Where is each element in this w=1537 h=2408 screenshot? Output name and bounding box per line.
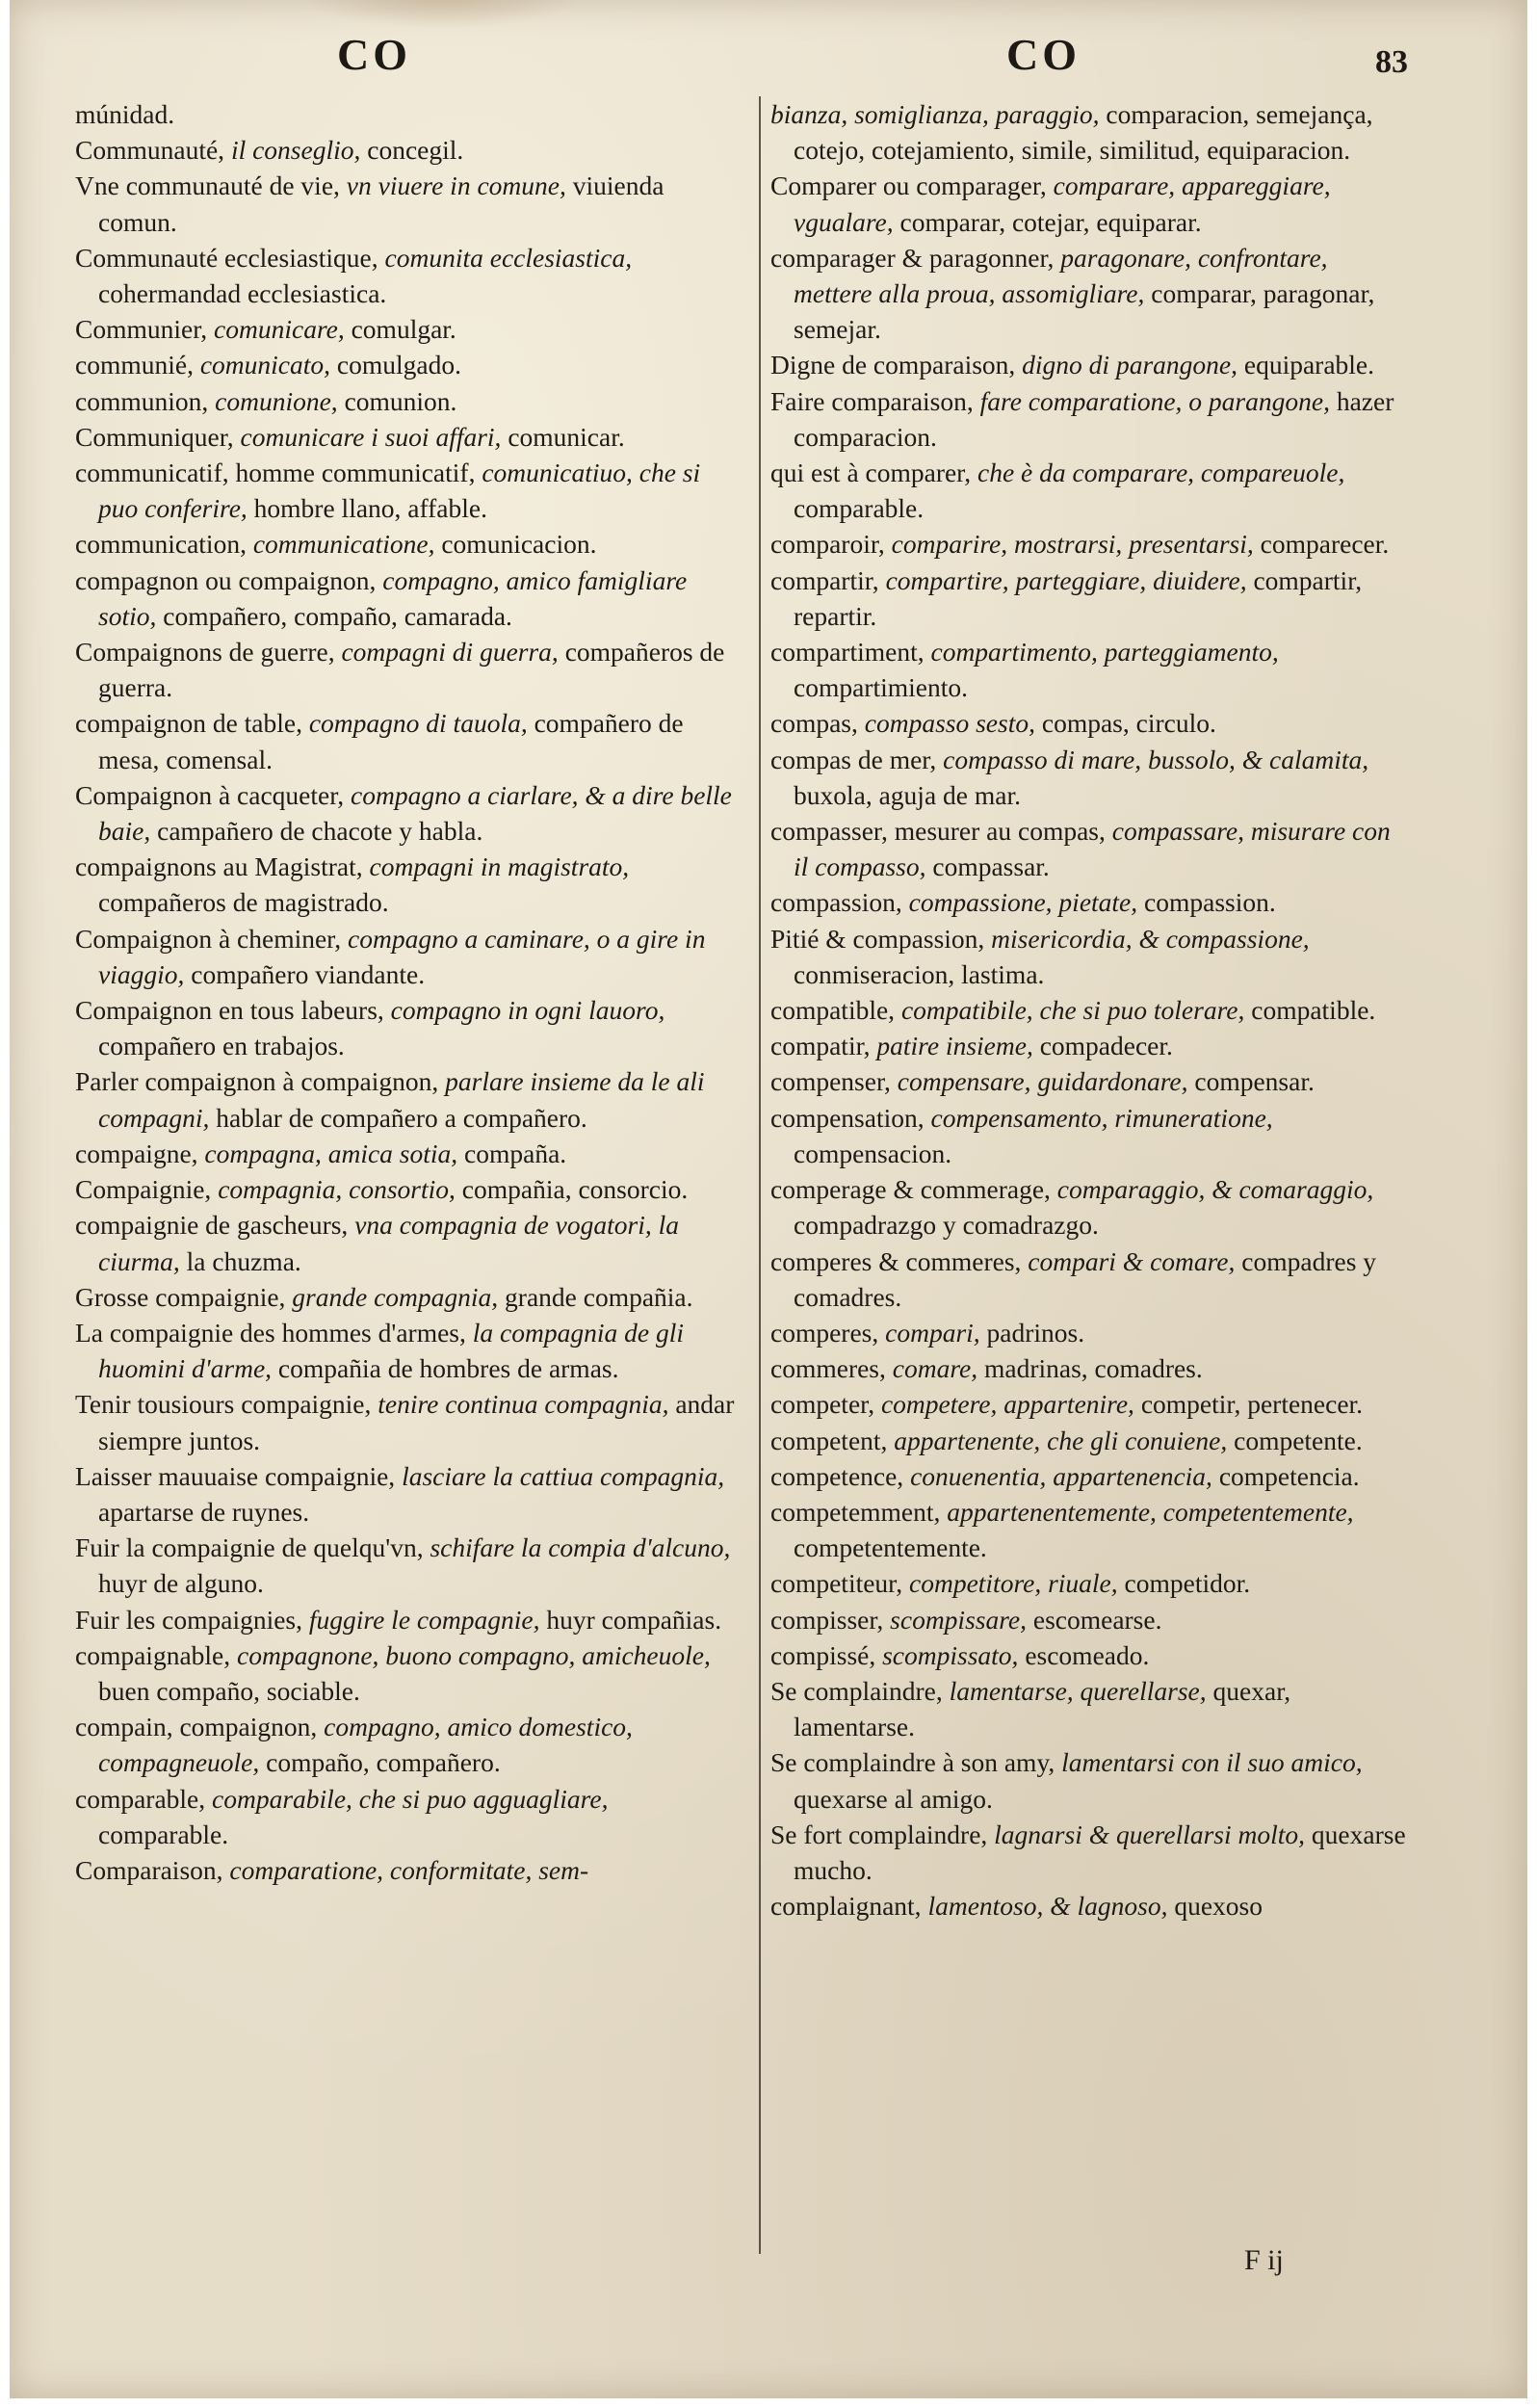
spanish-term: comparable. [794,493,925,524]
italian-term: compassione, pietate, [908,887,1138,918]
italian-term: bianza, somiglianza, paraggio, [770,99,1100,129]
dictionary-entry [75,1852,740,1888]
italian-term: lamentoso, & lagnoso, [927,1891,1168,1922]
french-term: Communauté ecclesiastique, [75,242,378,273]
spanish-term: comulgado. [336,350,461,380]
french-term: compas de mer, [770,744,937,774]
french-term: competer, [770,1389,875,1420]
spanish-term: compartir, repartir. [794,564,1363,631]
dictionary-entry [770,1458,1406,1494]
book-page [10,0,1527,2398]
dictionary-entry [75,96,740,132]
french-term: competent, [770,1425,888,1455]
french-term: Communauté, [75,135,225,166]
dictionary-entry [770,742,1406,813]
dictionary-entry [770,1315,1406,1350]
spanish-term: compensacion. [794,1138,952,1168]
italian-term: conuenentia, appartenencia, [910,1460,1212,1491]
italian-term: comparire, mostrarsi, presentarsi, [891,529,1254,560]
italian-term: compagno in ogni lauoro, [390,995,665,1026]
spanish-term: grande compañia. [505,1281,693,1312]
spanish-term: compañero de mesa, comensal. [98,708,684,774]
spanish-term: padrinos. [986,1317,1085,1348]
french-term: La compaignie des hommes d'armes, [75,1317,466,1348]
italian-term: comparatione, conformitate, sem- [229,1854,589,1885]
spanish-term: equiparable. [1243,350,1375,380]
dictionary-entry [770,1386,1406,1422]
spanish-term: compañero en trabajos. [98,1031,345,1061]
dictionary-entry [75,383,740,419]
italian-term: la compagnia de gli huomini d'arme, [98,1317,684,1384]
french-term: compissé, [770,1639,876,1670]
dictionary-entry [75,1602,740,1637]
french-term: Se fort complaindre, [770,1819,988,1849]
italian-term: compassare, misurare con il compasso, [794,816,1391,882]
french-term: Se complaindre, [770,1675,943,1706]
dictionary-entry [75,240,740,311]
spanish-term: comparecer. [1260,529,1390,560]
french-term: Laisser mauuaise compaignie, [75,1460,396,1491]
italian-term: lamentarse, querellarse, [949,1675,1207,1706]
french-term: communicatif, homme communicatif, [75,458,476,488]
dictionary-entry [770,705,1406,741]
italian-term: comparaggio, & comaraggio, [1056,1174,1374,1205]
spanish-term: huyr de alguno. [98,1568,264,1599]
french-term: compaignie de gascheurs, [75,1210,349,1241]
spanish-term: quexarse mucho. [794,1819,1406,1885]
italian-term: fare comparatione, o parangone, [979,385,1330,416]
italian-term: parlare insieme da le ali compagni, [98,1066,705,1133]
french-term: Compaignons de guerre, [75,637,335,667]
dictionary-entry [75,1315,740,1386]
french-term: compatible, [770,995,896,1026]
french-term: Fuir la compaignie de quelqu'vn, [75,1532,424,1563]
dictionary-entry [770,563,1406,634]
spanish-term: compañeros de guerra. [98,637,725,703]
italian-term: compartimento, parteggiamento, [930,637,1279,667]
italian-term: comunicare, [214,314,345,345]
spanish-term: quexoso [1174,1891,1263,1922]
french-term: Communier, [75,314,208,345]
dictionary-entry [770,168,1406,239]
dictionary-entry [770,813,1406,884]
italian-term: compensare, guidardonare, [897,1066,1188,1097]
french-term: communié, [75,350,194,380]
dictionary-entry [75,777,740,849]
italian-term: appartenentemente, competentemente, [947,1496,1354,1527]
italian-term: compagno, amico famigliare sotio, [98,564,688,631]
spanish-term: comunicar. [508,421,625,452]
italian-term: compari & comare, [1028,1245,1236,1276]
dictionary-entry [75,311,740,347]
dictionary-entry [75,132,740,168]
dictionary-entry [770,383,1406,455]
dictionary-entry [75,1063,740,1135]
dictionary-entry [770,634,1406,705]
french-term: Comparaison, [75,1854,223,1885]
right-column [770,96,1406,1924]
column-divider [759,96,761,2254]
italian-term: paragonare, confrontare, mettere alla proua, assomigliare, [794,242,1328,309]
french-term: communion, [75,385,209,416]
dictionary-entry [75,168,740,239]
italian-term: compagno a ciarlare, & a dire belle baie, [98,779,732,847]
dictionary-entry [75,526,740,562]
running-head-right: CO [1006,30,1081,79]
spanish-term: hablar de compañero a compañero. [216,1102,587,1133]
dictionary-entry [770,992,1406,1028]
french-term: compagnon ou compaignon, [75,564,377,595]
dictionary-entry [770,1888,1406,1924]
dictionary-entry [770,1637,1406,1673]
spanish-term: competentemente. [794,1532,987,1563]
signature-mark: F ij [1244,2244,1284,2276]
spanish-term: cohermandad ecclesiastica. [98,278,387,309]
italian-term: compagno di tauola, [308,708,528,739]
italian-term: comunicato, [199,350,331,380]
dictionary-entry [770,347,1406,382]
spanish-term: comunion. [344,385,457,416]
spanish-term: comparacion, semejança, cotejo, cotejamiento, simile, similitud, equiparacion. [794,99,1373,166]
dictionary-entry [75,1171,740,1207]
french-term: comperes & commeres, [770,1245,1022,1276]
french-term: compaignon de table, [75,708,302,739]
spanish-term: buxola, aguja de mar. [794,779,1021,810]
italian-term: tenire continua compagnia, [378,1389,669,1420]
dictionary-entry [770,1817,1406,1888]
italian-term: patire insieme, [876,1031,1033,1061]
french-term: comparoir, [770,529,885,560]
italian-term: scompissare, [890,1604,1027,1635]
spanish-term: campañero de chacote y habla. [157,816,483,847]
dictionary-entry [75,1458,740,1530]
dictionary-entry [770,526,1406,562]
italian-term: comparare, appareggiare, vgualare, [794,170,1331,237]
spanish-term: quexar, lamentarse. [794,1675,1291,1742]
dictionary-entry [75,634,740,705]
spanish-term: comunicacion. [441,529,597,560]
spanish-term: la chuzma. [186,1245,301,1276]
dictionary-entry [75,1637,740,1709]
dictionary-entry [75,1386,740,1457]
french-term: Se complaindre à son amy, [770,1747,1055,1778]
dictionary-entry [75,849,740,920]
spanish-term: huyr compañias. [546,1604,722,1635]
spanish-term: escomearse. [1032,1604,1162,1635]
spanish-term: buen compaño, sociable. [98,1675,360,1706]
spanish-term: compadrazgo y comadrazgo. [794,1210,1099,1241]
italian-term: compatibile, che si puo tolerare, [900,995,1245,1026]
italian-term: compasso di mare, bussolo, & calamita, [943,744,1369,774]
italian-term: comparabile, che si puo agguagliare, [212,1783,609,1814]
french-term: compas, [770,708,858,739]
spanish-term: compassion. [1144,887,1276,918]
italian-term: lamentarsi con il suo amico, [1061,1747,1363,1778]
dictionary-entry [770,1673,1406,1744]
spanish-term: compas, circulo. [1041,708,1216,739]
dictionary-entry [770,1100,1406,1171]
spanish-term: compaño, compañero. [266,1747,501,1778]
dictionary-entry [75,1530,740,1601]
french-term: Tenir tousiours compaignie, [75,1389,372,1420]
italian-term: competitore, riuale, [909,1568,1118,1599]
italian-term: competere, appartenire, [880,1389,1134,1420]
french-term: múnidad. [75,99,175,129]
french-term: compasser, mesurer au compas, [770,816,1106,847]
french-term: compaigne, [75,1138,198,1168]
french-term: compartiment, [770,637,925,667]
dictionary-entry [770,1243,1406,1315]
spanish-term: comparar, paragonar, semejar. [794,278,1375,345]
french-term: Grosse compaignie, [75,1281,286,1312]
italian-term: scompissato, [882,1639,1019,1670]
spanish-term: viuienda comun. [98,170,664,237]
spanish-term: competir, pertenecer. [1140,1389,1364,1420]
spanish-term: compatible. [1251,995,1376,1026]
spanish-term: compañeros de magistrado. [98,887,389,918]
french-term: Comparer ou comparager, [770,170,1047,201]
italian-term: compagno, amico domestico, compagneuole, [98,1712,633,1778]
french-term: Parler compaignon à compaignon, [75,1066,439,1097]
italian-term: compari, [885,1317,980,1348]
dictionary-entry [770,96,1406,168]
spanish-term: andar siempre juntos. [98,1389,735,1455]
italian-term: compartire, parteggiare, diuidere, [885,564,1247,595]
french-term: compensation, [770,1102,925,1133]
dictionary-entry [75,1207,740,1278]
french-term: commeres, [770,1353,886,1384]
spanish-term: hazer comparacion. [794,385,1394,452]
italian-term: comunita ecclesiastica, [384,242,633,273]
italian-term: appartenente, che gli conuiene, [894,1425,1228,1455]
spanish-term: compañia, consorcio. [461,1174,689,1205]
spanish-term: compaña. [464,1138,567,1168]
dictionary-entry [770,1350,1406,1386]
dictionary-entry [770,1063,1406,1099]
italian-term: fuggire le compagnie, [308,1604,540,1635]
dictionary-entry [75,347,740,382]
french-term: competence, [770,1460,904,1491]
french-term: Digne de comparaison, [770,350,1016,380]
spanish-term: hombre llano, affable. [253,493,487,524]
french-term: Compaignon à cheminer, [75,923,342,954]
paper-stain [299,0,587,29]
french-term: compaignons au Magistrat, [75,851,363,882]
italian-term: compagnia, consortio, [218,1174,456,1205]
spanish-term: compadres y comadres. [794,1245,1377,1312]
dictionary-entry [770,1028,1406,1063]
spanish-term: comparar, cotejar, equiparar. [899,206,1202,237]
italian-term: lagnarsi & querellarsi molto, [994,1819,1306,1849]
french-term: compartir, [770,564,879,595]
dictionary-entry [770,921,1406,992]
italian-term: comunicatiuo, che si puo conferire, [98,458,701,524]
dictionary-entry [770,1565,1406,1601]
french-term: compisser, [770,1604,884,1635]
french-term: Compaignon en tous labeurs, [75,995,384,1026]
italian-term: vn viuere in comune, [346,170,566,201]
spanish-term: compañero viandante. [191,958,426,989]
dictionary-entry [75,1279,740,1315]
spanish-term: comparable. [98,1819,229,1849]
dictionary-entry [75,455,740,526]
dictionary-entry [770,455,1406,526]
french-term: competiteur, [770,1568,903,1599]
italian-term: communicatione, [252,529,435,560]
italian-term: il conseglio, [230,135,361,166]
french-term: comperes, [770,1317,879,1348]
italian-term: compagnone, buono compagno, amicheuole, [237,1639,711,1670]
spanish-term: conmiseracion, lastima. [794,958,1045,989]
french-term: Compaignon à cacqueter, [75,779,345,810]
italian-term: compagna, amica sotia, [204,1138,458,1168]
french-term: compain, compaignon, [75,1712,318,1742]
french-term: compaignable, [75,1639,231,1670]
spanish-term: compañia de hombres de armas. [277,1353,619,1384]
spanish-term: competencia. [1218,1460,1360,1491]
dictionary-entry [770,884,1406,920]
italian-term: digno di parangone, [1022,350,1237,380]
french-term: complaignant, [770,1891,922,1922]
spanish-term: apartarse de ruynes. [98,1496,310,1527]
spanish-term: compartimiento. [794,672,968,703]
dictionary-entry [75,1136,740,1171]
french-term: Compaignie, [75,1174,212,1205]
spanish-term: comulgar. [351,314,456,345]
italian-term: comunione, [215,385,338,416]
italian-term: compagni di guerra, [341,637,559,667]
spanish-term: concegil. [367,135,464,166]
dictionary-entry [770,240,1406,348]
dictionary-entry [75,1709,740,1780]
italian-term: che è da comparare, compareuole, [977,458,1345,488]
french-term: comparager & paragonner, [770,242,1055,273]
spanish-term: compensar. [1194,1066,1315,1097]
french-term: compassion, [770,887,902,918]
french-term: qui est à comparer, [770,458,972,488]
spanish-term: madrinas, comadres. [983,1353,1203,1384]
french-term: compatir, [770,1031,871,1061]
dictionary-entry [75,419,740,455]
italian-term: comare, [892,1353,978,1384]
dictionary-entry [75,563,740,634]
spanish-term: escomeado. [1025,1639,1150,1670]
spanish-term: quexarse al amigo. [794,1783,993,1814]
french-term: Fuir les compaignies, [75,1604,303,1635]
french-term: comparable, [75,1783,206,1814]
dictionary-entry [770,1602,1406,1637]
dictionary-entry [75,921,740,992]
dictionary-entry [75,1781,740,1852]
spanish-term: competente. [1234,1425,1363,1455]
french-term: Pitié & compassion, [770,923,985,954]
left-column [75,96,740,1888]
italian-term: compensamento, rimuneratione, [930,1102,1273,1133]
french-term: Vne communauté de vie, [75,170,340,201]
spanish-term: compadecer. [1039,1031,1173,1061]
italian-term: compagno a caminare, o a gire in viaggio, [98,923,706,989]
dictionary-entry [75,705,740,776]
dictionary-entry [75,992,740,1063]
dictionary-entry [770,1744,1406,1816]
french-term: Faire comparaison, [770,385,974,416]
spanish-term: compassar. [932,851,1050,882]
italian-term: compasso sesto, [864,708,1035,739]
dictionary-entry [770,1171,1406,1243]
spanish-term: competidor. [1124,1568,1251,1599]
italian-term: lasciare la cattiua compagnia, [402,1460,725,1491]
dictionary-entry [770,1423,1406,1458]
italian-term: grande compagnia, [292,1281,499,1312]
running-head-left: CO [337,30,411,79]
french-term: compenser, [770,1066,891,1097]
italian-term: compagni in magistrato, [369,851,630,882]
spanish-term: compañero, compaño, camarada. [163,600,512,631]
french-term: competemment, [770,1496,941,1527]
page-number: 83 [1375,44,1408,80]
italian-term: vna compagnia de vogatori, la ciurma, [98,1210,680,1276]
italian-term: schifare la compia d'alcuno, [430,1532,731,1563]
italian-term: comunicare i suoi affari, [240,421,502,452]
french-term: comperage & commerage, [770,1174,1051,1205]
french-term: communication, [75,529,247,560]
french-term: Communiquer, [75,421,234,452]
dictionary-entry [770,1494,1406,1565]
italian-term: misericordia, & compassione, [991,923,1310,954]
